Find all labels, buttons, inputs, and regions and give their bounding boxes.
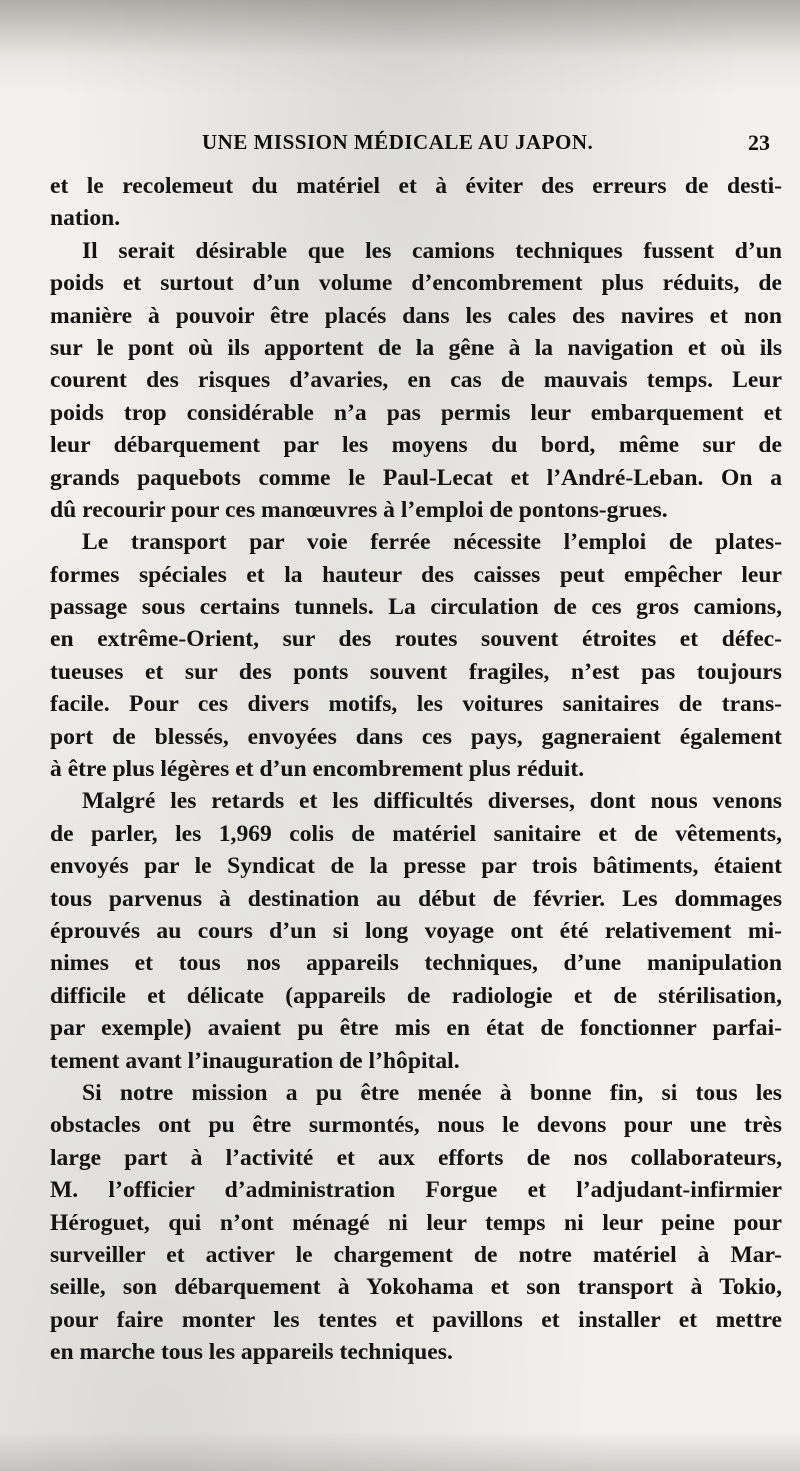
text-line: tous parvenus à destination au début de février. Les dommages	[50, 885, 782, 912]
page-number: 23	[748, 130, 770, 155]
text-line: en extrême-Orient, sur des routes souvent étroites et défec-	[50, 626, 782, 653]
text-line: par exemple) avaient pu être mis en état de fonctionner parfai-	[50, 1015, 782, 1042]
scan-shadow-top	[0, 0, 800, 95]
text-line: Héroguet, qui n’ont ménagé ni leur temps ni leur peine pour	[50, 1209, 782, 1236]
text-line: difficile et délicate (appareils de radiologie et de stérilisation,	[50, 982, 782, 1009]
text-line: surveiller et activer le chargement de notre matériel à Mar-	[50, 1241, 782, 1268]
scan-shadow-bottom	[0, 1431, 800, 1471]
text-line: envoyés par le Syndicat de la presse par trois bâtiments, étaient	[50, 853, 782, 880]
text-line: nimes et tous nos appareils techniques, d’une manipulation	[50, 950, 782, 977]
text-line: passage sous certains tunnels. La circulation de ces gros camions,	[50, 594, 782, 621]
text-line: éprouvés au cours d’un si long voyage ont été relativement mi-	[50, 917, 782, 944]
text-line: M. l’officier d’administration Forgue et l’adjudant-infirmier	[50, 1177, 782, 1204]
text-line: facile. Pour ces divers motifs, les voitures sanitaires de trans-	[50, 691, 782, 718]
text-line: courent des risques d’avaries, en cas de mauvais temps. Leur	[50, 367, 782, 394]
body-text	[50, 170, 782, 1368]
running-title: UNE MISSION MÉDICALE AU JAPON.	[202, 130, 594, 154]
text-line: formes spéciales et la hauteur des caisses peut empêcher leur	[50, 561, 782, 588]
text-line: sur le pont où ils apportent de la gêne à la navigation et où ils	[50, 334, 782, 361]
text-line: Si notre mission a pu être menée à bonne fin, si tous les	[82, 1079, 782, 1106]
text-line: Il serait désirable que les camions techniques fussent d’un	[82, 237, 782, 264]
text-line: de parler, les 1,969 colis de matériel sanitaire et de vêtements,	[50, 820, 782, 847]
text-line: obstacles ont pu être surmontés, nous le devons pour une très	[50, 1112, 782, 1139]
text-line: en marche tous les appareils techniques.	[50, 1339, 453, 1366]
text-line: large part à l’activité et aux efforts de nos collaborateurs,	[50, 1144, 782, 1171]
text-line: dû recourir pour ces manœuvres à l’emploi de pontons-grues.	[50, 496, 668, 523]
text-line: pour faire monter les tentes et pavillons et installer et mettre	[50, 1306, 782, 1333]
text-line: Malgré les retards et les difficultés diverses, dont nous venons	[82, 788, 782, 815]
text-line: grands paquebots comme le Paul-Lecat et l’André-Leban. On a	[50, 464, 782, 491]
text-line: leur débarquement par les moyens du bord, même sur de	[50, 432, 782, 459]
text-line: nation.	[50, 205, 121, 232]
text-line: tueuses et sur des ponts souvent fragiles, n’est pas toujours	[50, 658, 782, 685]
running-head	[50, 130, 770, 162]
text-line: Le transport par voie ferrée nécessite l’emploi de plates-	[82, 529, 782, 556]
text-line: poids trop considérable n’a pas permis leur embarquement et	[50, 399, 782, 426]
text-line: tement avant l’inauguration de l’hôpital.	[50, 1047, 460, 1074]
text-line: à être plus légères et d’un encombrement plus réduit.	[50, 756, 585, 783]
text-line: port de blessés, envoyées dans ces pays, gagneraient également	[50, 723, 782, 750]
text-line: manière à pouvoir être placés dans les cales des navires et non	[50, 302, 782, 329]
text-line: poids et surtout d’un volume d’encombrement plus réduits, de	[50, 270, 782, 297]
text-line: et le recolemeut du matériel et à éviter des erreurs de desti-	[50, 173, 782, 199]
text-line: seille, son débarquement à Yokohama et son transport à Tokio,	[50, 1274, 782, 1301]
